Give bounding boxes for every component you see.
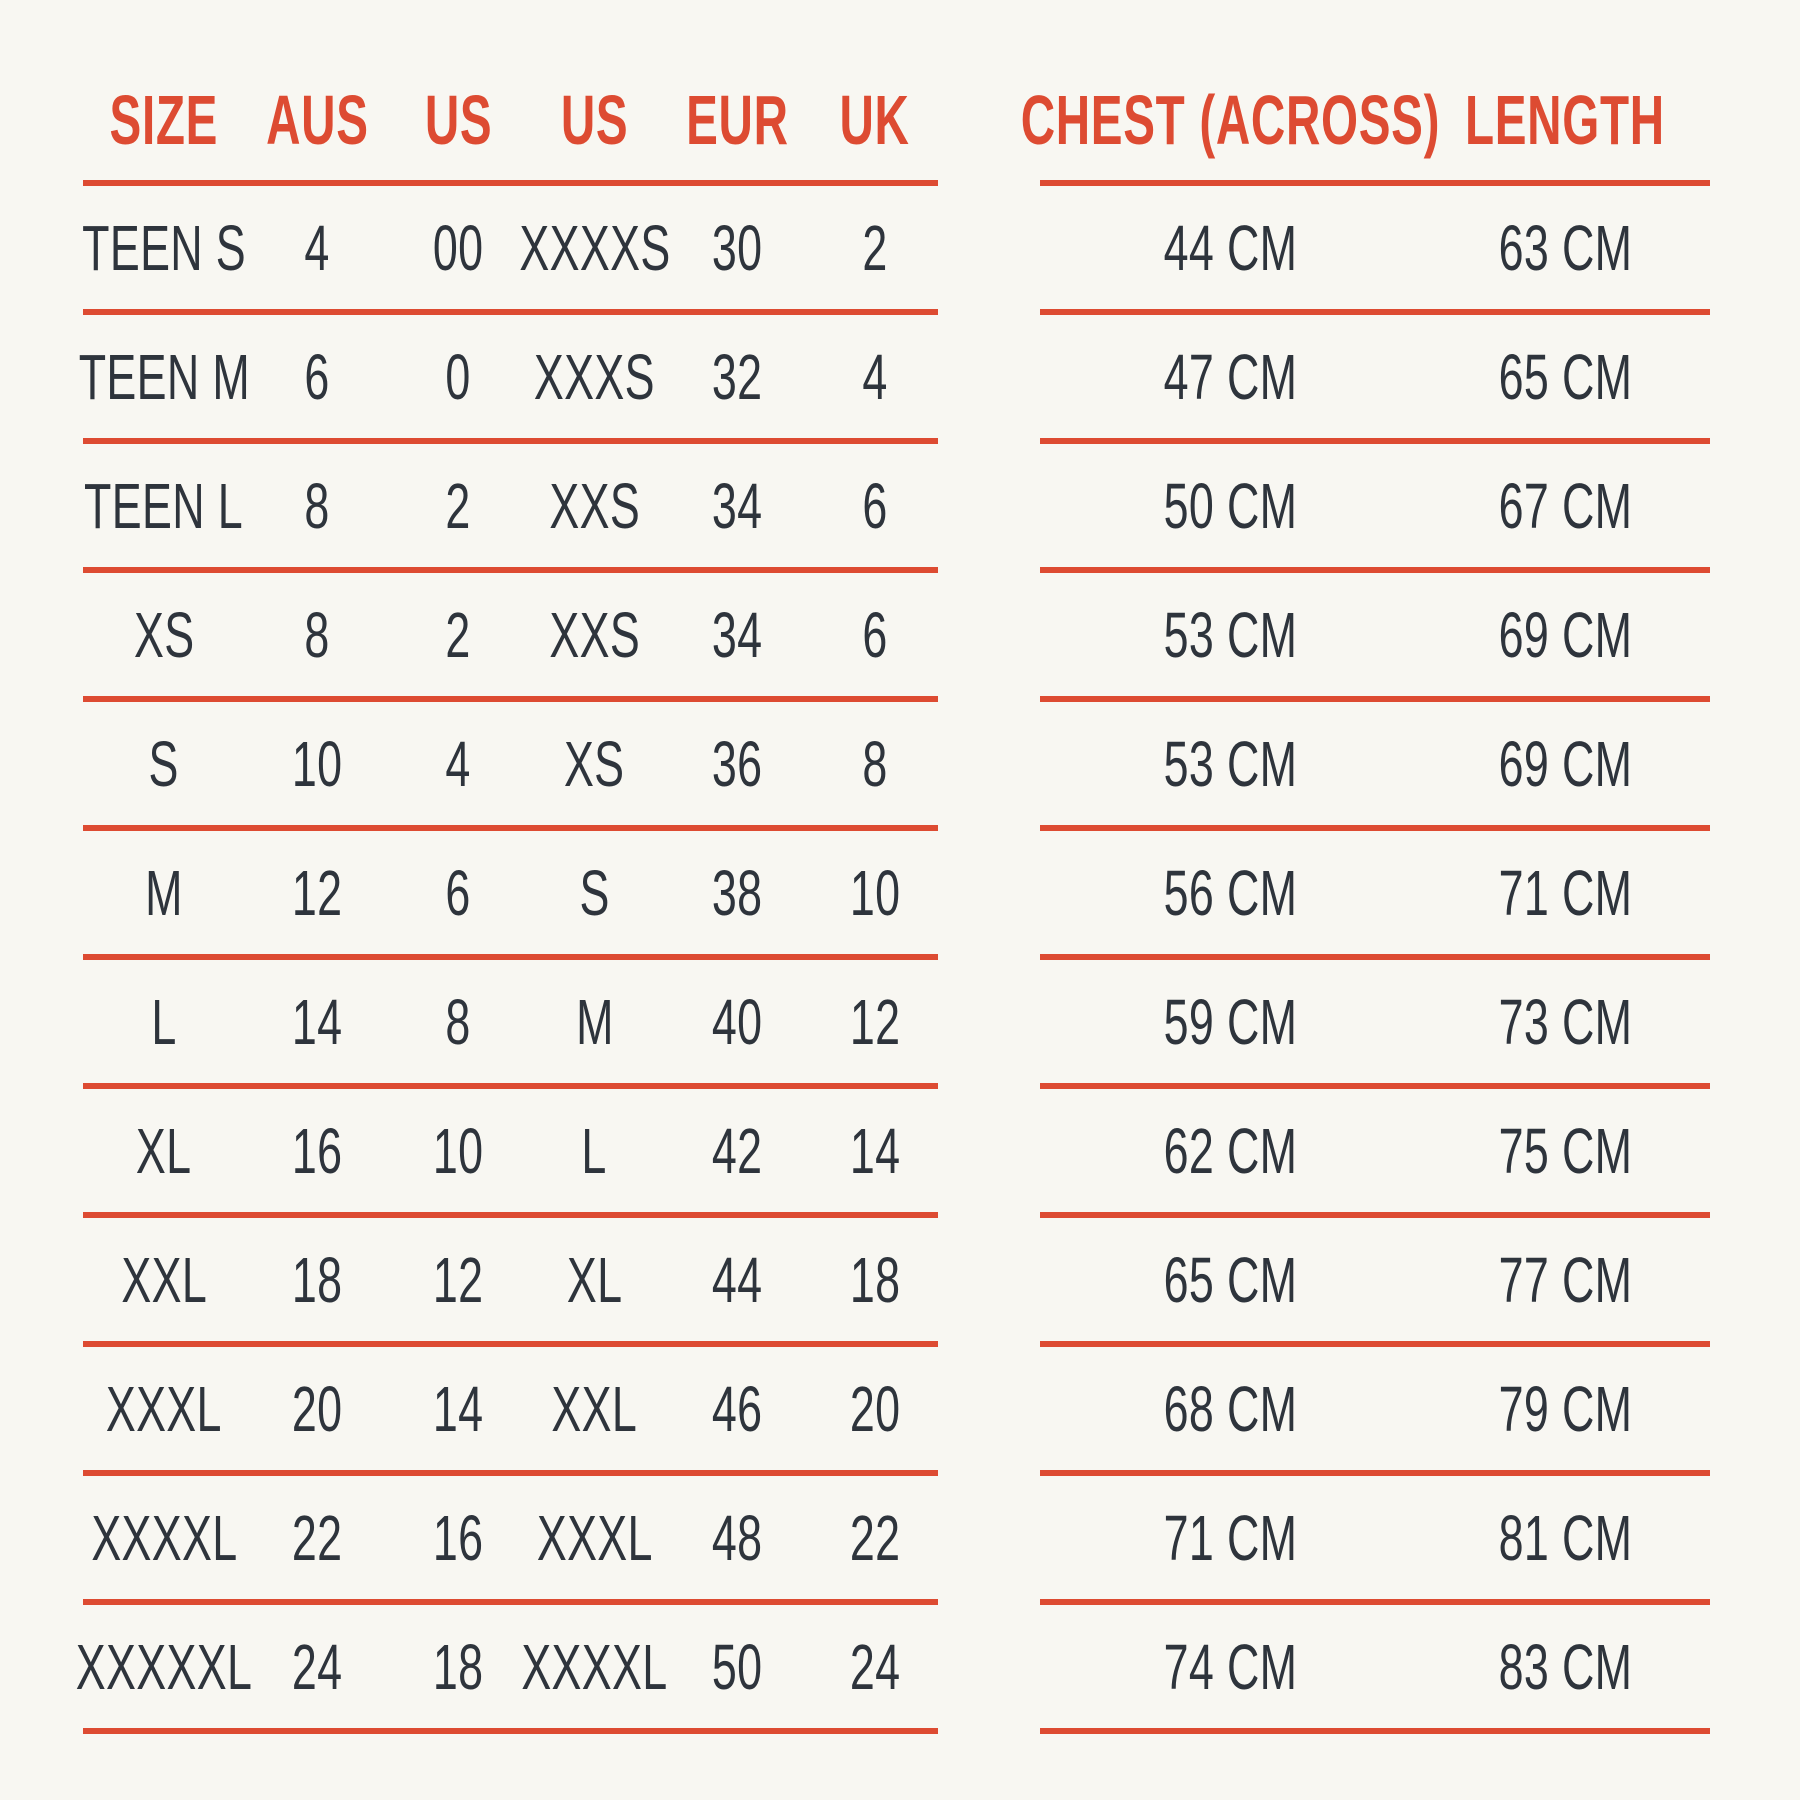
aus-cell (245, 702, 390, 825)
cell-text: 63 CM (1498, 211, 1632, 284)
column-header-chest (1020, 60, 1440, 180)
cell-text: M (575, 985, 614, 1058)
cell-text: 71 CM (1498, 856, 1632, 929)
cell-text: 2 (862, 211, 888, 284)
cell-text: 18 (433, 1630, 484, 1703)
us-numeric-cell (390, 702, 527, 825)
uk-cell (812, 186, 938, 309)
uk-cell (812, 315, 938, 438)
table-row (83, 960, 938, 1089)
size-cell (83, 960, 245, 1083)
eur-cell (662, 702, 812, 825)
chest-cell (1040, 960, 1420, 1083)
size-cell (83, 186, 245, 309)
cell-text: 40 (711, 985, 763, 1058)
cell-text: 10 (849, 856, 901, 929)
length-cell (1420, 444, 1710, 567)
cell-text: 32 (711, 340, 763, 413)
size-cell (83, 831, 245, 954)
cell-text: XXXL (106, 1372, 222, 1445)
cell-text: 2 (445, 598, 472, 671)
size-cell (83, 1347, 245, 1470)
cell-text: 20 (849, 1372, 901, 1445)
us-letter-cell (527, 573, 662, 696)
table-row (83, 1218, 938, 1347)
table-row (1040, 573, 1710, 702)
header-text: US (424, 81, 493, 159)
header-text: UK (839, 81, 911, 159)
cell-text: 20 (292, 1372, 343, 1445)
cell-text: 69 CM (1498, 727, 1632, 800)
uk-cell (812, 1218, 938, 1341)
cell-text: XXS (549, 469, 640, 542)
column-header-aus (245, 60, 390, 180)
header-text: US (560, 81, 629, 159)
cell-text: 0 (445, 340, 472, 413)
cell-text: XS (564, 727, 625, 800)
table-row (1040, 960, 1710, 1089)
cell-text: TEEN L (84, 469, 244, 542)
table-row (1040, 315, 1710, 444)
cell-text: 12 (292, 856, 343, 929)
cell-text: XL (566, 1243, 623, 1316)
cell-text: 6 (304, 340, 331, 413)
aus-cell (245, 186, 390, 309)
table-row (1040, 831, 1710, 960)
column-header-size (83, 60, 245, 180)
cell-text: 73 CM (1498, 985, 1632, 1058)
cell-text: 16 (433, 1501, 484, 1574)
table-row (1040, 1605, 1710, 1734)
eur-cell (662, 1218, 812, 1341)
cell-text: 83 CM (1498, 1630, 1632, 1703)
cell-text: XXXXL (90, 1501, 238, 1574)
cell-text: 62 CM (1163, 1114, 1297, 1187)
us-numeric-cell (390, 315, 527, 438)
aus-cell (245, 1089, 390, 1212)
us-letter-cell (527, 1089, 662, 1212)
uk-cell (812, 1476, 938, 1599)
cell-text: 12 (433, 1243, 484, 1316)
uk-cell (812, 444, 938, 567)
cell-text: 53 CM (1163, 727, 1297, 800)
uk-cell (812, 960, 938, 1083)
table-row (83, 573, 938, 702)
aus-cell (245, 1218, 390, 1341)
size-cell (75, 1605, 253, 1728)
eur-cell (662, 573, 812, 696)
cell-text: 44 (711, 1243, 763, 1316)
table-row (1040, 444, 1710, 573)
uk-cell (812, 573, 938, 696)
cell-text: 18 (292, 1243, 343, 1316)
cell-text: 71 CM (1163, 1501, 1297, 1574)
table-row (1040, 186, 1710, 315)
length-cell (1420, 960, 1710, 1083)
column-header-uk (812, 60, 938, 180)
cell-text: 69 CM (1498, 598, 1632, 671)
us-letter-cell (521, 1605, 668, 1728)
length-cell (1420, 702, 1710, 825)
cell-text: L (581, 1114, 608, 1187)
cell-text: 50 (711, 1630, 763, 1703)
cell-text: 24 (849, 1630, 901, 1703)
length-cell (1420, 1089, 1710, 1212)
size-cell (83, 573, 245, 696)
cell-text: XXL (551, 1372, 638, 1445)
cell-text: 14 (849, 1114, 901, 1187)
cell-text: XXXXS (518, 211, 671, 284)
us-numeric-cell (390, 1605, 527, 1728)
cell-text: 50 CM (1163, 469, 1297, 542)
eur-cell (662, 1605, 812, 1728)
table-row (83, 1476, 938, 1605)
eur-cell (662, 186, 812, 309)
chest-cell (1040, 1218, 1420, 1341)
cell-text: 14 (433, 1372, 484, 1445)
cell-text: XL (136, 1114, 192, 1187)
cell-text: 34 (711, 469, 763, 542)
eur-cell (662, 960, 812, 1083)
eur-cell (662, 444, 812, 567)
cell-text: S (148, 727, 180, 800)
table-row (83, 1089, 938, 1218)
us-numeric-cell (390, 1218, 527, 1341)
cell-text: XXXXXL (75, 1630, 253, 1703)
cell-text: 2 (445, 469, 472, 542)
length-cell (1420, 186, 1710, 309)
size-cell (78, 315, 250, 438)
cell-text: 77 CM (1498, 1243, 1632, 1316)
cell-text: 56 CM (1163, 856, 1297, 929)
size-cell (83, 702, 245, 825)
us-letter-cell (527, 315, 662, 438)
us-letter-cell (527, 444, 662, 567)
us-letter-cell (527, 1218, 662, 1341)
header-text: AUS (266, 81, 369, 159)
size-cell (83, 444, 245, 567)
header-row (1020, 60, 1710, 186)
cell-text: XS (133, 598, 195, 671)
us-numeric-cell (390, 1089, 527, 1212)
us-numeric-cell (390, 960, 527, 1083)
length-cell (1420, 1476, 1710, 1599)
cell-text: 4 (862, 340, 888, 413)
aus-cell (245, 1347, 390, 1470)
cell-text: 22 (849, 1501, 901, 1574)
length-cell (1420, 1218, 1710, 1341)
us-numeric-cell (390, 444, 527, 567)
table-row (1040, 1347, 1710, 1476)
aus-cell (245, 1476, 390, 1599)
cell-text: 8 (304, 469, 331, 542)
uk-cell (812, 831, 938, 954)
cell-text: 46 (711, 1372, 763, 1445)
length-cell (1420, 573, 1710, 696)
aus-cell (245, 573, 390, 696)
header-text: EUR (685, 81, 789, 159)
length-cell (1420, 315, 1710, 438)
chest-cell (1040, 702, 1420, 825)
table-row (75, 1605, 938, 1734)
size-cell (83, 1089, 245, 1212)
table-row (83, 186, 938, 315)
chest-cell (1040, 573, 1420, 696)
cell-text: 48 (711, 1501, 763, 1574)
length-cell (1420, 1605, 1710, 1728)
cell-text: 67 CM (1498, 469, 1632, 542)
cell-text: 34 (711, 598, 763, 671)
cell-text: TEEN M (78, 340, 250, 413)
chest-cell (1040, 1347, 1420, 1470)
us-letter-cell (527, 1347, 662, 1470)
table-row (1040, 1476, 1710, 1605)
cell-text: 44 CM (1163, 211, 1297, 284)
cell-text: XXL (121, 1243, 207, 1316)
aus-cell (245, 315, 390, 438)
cell-text: 12 (849, 985, 901, 1058)
cell-text: 18 (849, 1243, 901, 1316)
cell-text: 59 CM (1163, 985, 1297, 1058)
aus-cell (245, 960, 390, 1083)
us-letter-cell (527, 831, 662, 954)
table-row (1040, 1089, 1710, 1218)
cell-text: 22 (292, 1501, 343, 1574)
uk-cell (812, 1089, 938, 1212)
chest-cell (1040, 186, 1420, 309)
cell-text: 47 CM (1163, 340, 1297, 413)
column-header-length (1420, 60, 1710, 180)
cell-text: 4 (445, 727, 472, 800)
eur-cell (662, 1089, 812, 1212)
table-row (83, 1347, 938, 1476)
eur-cell (662, 831, 812, 954)
aus-cell (245, 831, 390, 954)
cell-text: XXS (549, 598, 640, 671)
cell-text: 81 CM (1498, 1501, 1632, 1574)
column-header-eur (662, 60, 812, 180)
cell-text: M (145, 856, 183, 929)
us-letter-cell (527, 1476, 662, 1599)
cell-text: 6 (445, 856, 472, 929)
cell-text: 10 (292, 727, 343, 800)
eur-cell (662, 1476, 812, 1599)
cell-text: 00 (433, 211, 484, 284)
table-row (1040, 1218, 1710, 1347)
table-row (83, 702, 938, 831)
cell-text: 38 (711, 856, 763, 929)
cell-text: 14 (292, 985, 343, 1058)
cell-text: L (151, 985, 177, 1058)
header-row (83, 60, 938, 186)
us-numeric-cell (390, 831, 527, 954)
header-text: SIZE (109, 81, 219, 159)
column-header-us-letter (527, 60, 662, 180)
cell-text: 68 CM (1163, 1372, 1297, 1445)
measurements-table (1020, 60, 1710, 1734)
table-row (83, 444, 938, 573)
us-letter-cell (527, 960, 662, 1083)
length-cell (1420, 1347, 1710, 1470)
cell-text: XXXL (536, 1501, 653, 1574)
length-cell (1420, 831, 1710, 954)
cell-text: 42 (711, 1114, 763, 1187)
cell-text: 6 (862, 598, 888, 671)
us-letter-cell (518, 186, 671, 309)
chest-cell (1040, 315, 1420, 438)
us-letter-cell (527, 702, 662, 825)
cell-text: S (579, 856, 610, 929)
cell-text: XXXXL (521, 1630, 668, 1703)
header-text: LENGTH (1465, 81, 1665, 159)
us-numeric-cell (390, 186, 527, 309)
uk-cell (812, 1347, 938, 1470)
column-header-us-numeric (390, 60, 527, 180)
cell-text: 8 (304, 598, 331, 671)
table-row (1040, 702, 1710, 831)
us-numeric-cell (390, 1476, 527, 1599)
cell-text: 4 (304, 211, 331, 284)
size-cell (83, 1218, 245, 1341)
cell-text: 65 CM (1163, 1243, 1297, 1316)
cell-text: 10 (433, 1114, 484, 1187)
cell-text: 79 CM (1498, 1372, 1632, 1445)
cell-text: 75 CM (1498, 1114, 1632, 1187)
table-row (78, 315, 938, 444)
chest-cell (1040, 1605, 1420, 1728)
chest-cell (1040, 1476, 1420, 1599)
cell-text: 65 CM (1498, 340, 1632, 413)
cell-text: 16 (292, 1114, 343, 1187)
cell-text: 8 (445, 985, 472, 1058)
cell-text: 8 (862, 727, 888, 800)
uk-cell (812, 702, 938, 825)
chest-cell (1040, 1089, 1420, 1212)
chest-cell (1040, 444, 1420, 567)
header-text: CHEST (ACROSS) (1020, 81, 1440, 159)
size-conversion-table (75, 60, 938, 1734)
cell-text: 6 (862, 469, 888, 542)
cell-text: TEEN S (82, 211, 246, 284)
eur-cell (662, 1347, 812, 1470)
table-row (83, 831, 938, 960)
cell-text: XXXS (534, 340, 655, 413)
cell-text: 74 CM (1163, 1630, 1297, 1703)
cell-text: 53 CM (1163, 598, 1297, 671)
us-numeric-cell (390, 573, 527, 696)
us-numeric-cell (390, 1347, 527, 1470)
cell-text: 30 (711, 211, 763, 284)
aus-cell (245, 444, 390, 567)
cell-text: 36 (711, 727, 763, 800)
cell-text: 24 (292, 1630, 343, 1703)
aus-cell (245, 1605, 390, 1728)
size-cell (83, 1476, 245, 1599)
chest-cell (1040, 831, 1420, 954)
eur-cell (662, 315, 812, 438)
uk-cell (812, 1605, 938, 1728)
